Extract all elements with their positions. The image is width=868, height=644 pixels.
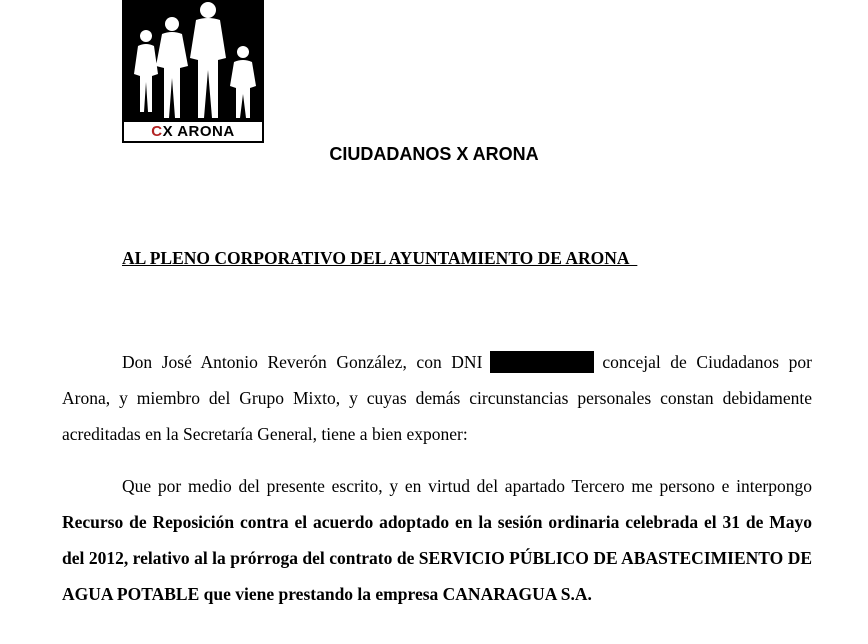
logo-wordmark: CX ARONA	[124, 122, 262, 141]
redacted-dni	[490, 351, 594, 373]
party-logo	[122, 0, 264, 143]
paragraph-introduction	[62, 344, 812, 452]
party-name-heading: CIUDADANOS X ARONA	[329, 144, 539, 164]
appeal-text-start: Que por medio del presente escrito, y en virtud del apartado Tercero me persono e interpongo	[122, 476, 812, 496]
intro-text-start: Don José Antonio Reverón González, con DNI	[122, 352, 483, 372]
paragraph-appeal	[62, 468, 812, 612]
addressee-heading: AL PLENO CORPORATIVO DEL AYUNTAMIENTO DE ARONA	[122, 248, 638, 268]
appeal-text-bold: Recurso de Reposición contra el acuerdo adoptado en la sesión ordinaria celebrada el 31 de Mayo del 2012, relativo al la prórroga del contrato de SERVICIO PÚBLICO DE ABASTECIMIENTO DE AGUA POTABLE que viene prestando la empresa CANARAGUA S.A.	[62, 512, 812, 604]
silhouettes-image	[122, 0, 264, 122]
intro-text-end: concejal de Ciudadanos por Arona, y miembro del Grupo Mixto, y cuyas demás circunstancias personales constan debidamente acreditadas en la Secretaría General, tiene a bien exponer:	[62, 352, 812, 444]
